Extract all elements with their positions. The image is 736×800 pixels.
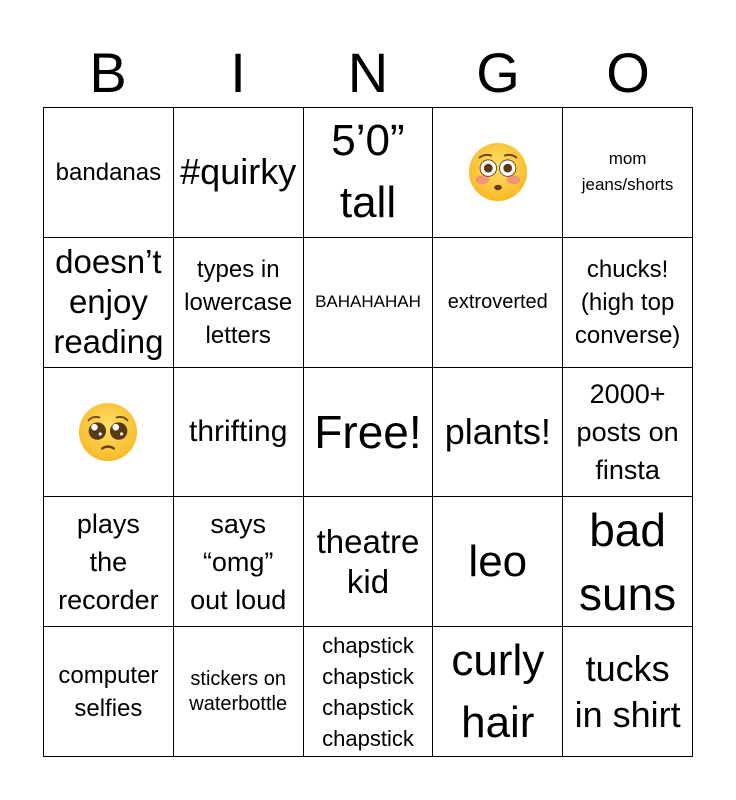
bingo-cell[interactable] [174,368,304,498]
header-letter-i: I [230,41,246,104]
bingo-cell[interactable] [304,627,434,757]
cell-text: says “omg” out loud [190,508,287,615]
cell-text: bad suns [579,503,677,620]
bingo-cell[interactable] [44,497,174,627]
header-letter-b: B [89,41,127,104]
cell-text: types in lowercase letters [184,255,293,349]
cell-text: curly hair [451,635,545,747]
header-letter-n: N [347,41,389,104]
cell-text: leo [468,536,528,586]
cell-text: computer selfies [58,661,159,722]
bingo-cell[interactable] [433,368,563,498]
header-letter-o: O [606,41,650,104]
bingo-cell[interactable] [44,108,174,238]
bingo-cell[interactable] [433,108,563,238]
flushed-face-emoji-icon [467,141,529,203]
cell-text: chucks! (high top converse) [574,255,681,349]
bingo-cell[interactable] [563,627,693,757]
bingo-cell[interactable] [304,238,434,368]
cell-text: mom jeans/shorts [581,149,674,195]
header-letter-g: G [476,41,520,104]
bingo-cell[interactable] [174,627,304,757]
bingo-cell[interactable] [174,497,304,627]
bingo-cell[interactable] [174,108,304,238]
bingo-cell free-space[interactable] [304,368,434,498]
cell-text: 2000+ posts on finsta [576,378,679,485]
cell-text: #quirky [180,151,297,193]
cell-text: chapstick chapstick chapstick chapstick [322,632,414,751]
bingo-cell[interactable] [563,238,693,368]
pleading-face-emoji-icon [77,401,139,463]
cell-text: BAHAHAHAH [315,292,421,312]
bingo-cell[interactable] [563,108,693,238]
bingo-board [43,107,693,757]
cell-text: tucks in shirt [574,647,681,735]
bingo-cell[interactable] [433,238,563,368]
bingo-cell[interactable] [563,497,693,627]
bingo-cell[interactable] [44,368,174,498]
bingo-cell[interactable] [433,497,563,627]
cell-text: plants! [444,410,551,452]
cell-text: plays the recorder [58,508,159,615]
bingo-cell[interactable] [44,238,174,368]
cell-text: theatre kid [316,522,420,600]
cell-text: bandanas [55,158,162,186]
cell-text: 5’0” tall [331,116,405,228]
bingo-cell[interactable] [433,627,563,757]
bingo-cell[interactable] [174,238,304,368]
cell-text: stickers on waterbottle [189,667,288,715]
cell-text: doesn’t enjoy reading [53,243,164,361]
bingo-cell[interactable] [44,627,174,757]
bingo-cell[interactable] [304,497,434,627]
cell-text: thrifting [189,415,288,449]
bingo-header [43,40,693,106]
cell-text: extroverted [447,290,548,313]
bingo-cell[interactable] [304,108,434,238]
free-space-text: Free! [314,405,422,458]
bingo-cell[interactable] [563,368,693,498]
